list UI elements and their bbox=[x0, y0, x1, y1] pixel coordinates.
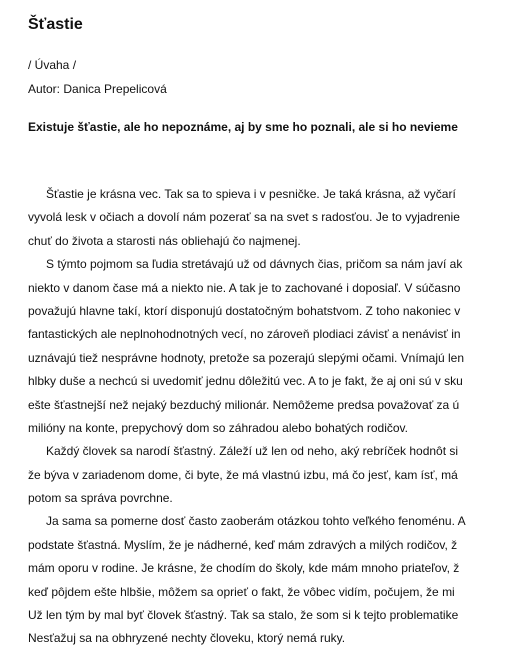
article-author: Autor: Danica Prepelicová bbox=[28, 82, 167, 96]
article-lead: Existuje šťastie, ale ho nepoznáme, aj by sme ho poznali, ale si ho nevieme bbox=[28, 120, 458, 134]
body-line: Ja sama sa pomerne dosť často zaoberám otázkou tohto veľkého fenoménu. A bbox=[46, 514, 466, 529]
body-line: Nesťažuj sa na obhryzené nechty človeku, ktorý nemá ruky. bbox=[28, 631, 346, 646]
body-line: že býva v zariadenom dome, či byte, že má vlastnú izbu, má čo jesť, kam ísť, má bbox=[28, 467, 458, 482]
body-line: milióny na konte, prepychový dom so záhradou alebo bohatých rodičov. bbox=[28, 420, 408, 435]
body-line: považujú hlavne takí, ktorí disponujú dostatočným bohatstvom. Z toho nakoniec v bbox=[28, 303, 461, 318]
article-category: / Úvaha / bbox=[28, 58, 77, 72]
body-line: podstate šťastná. Myslím, že je nádherné, keď mám zdravých a milých rodičov, ž bbox=[28, 537, 458, 552]
body-line: keď pôjdem ešte hlbšie, môžem sa oprieť o fakt, že vôbec vidím, počujem, že mi bbox=[28, 584, 455, 599]
article-body bbox=[28, 183, 505, 649]
body-line: mám oporu v rodine. Je krásne, že chodím do školy, kde mám mnoho priateľov, ž bbox=[28, 561, 460, 576]
body-line: Každý človek sa narodí šťastný. Záleží už len od neho, aký rebríček hodnôt si bbox=[46, 444, 459, 459]
body-line: potom sa správa povrchne. bbox=[28, 491, 173, 506]
body-line: ešte šťastnejší než nejaký bezduchý milionár. Nemôžeme predsa považovať za ú bbox=[28, 397, 460, 412]
body-line: chuť do života a starosti nás obliehajú čo najmenej. bbox=[28, 233, 301, 248]
body-line: Už len tým by mal byť človek šťastný. Tak sa stalo, že som si k tejto problematike bbox=[28, 608, 459, 623]
body-line: Šťastie je krásna vec. Tak sa to spieva i v pesničke. Je taká krásna, až vyčarí bbox=[46, 187, 456, 201]
body-line: niekto v danom čase má a niekto nie. A tak je to zachované i doposiaľ. V súčasno bbox=[28, 280, 461, 295]
body-line: fantastických ale neplnohodnotných vecí, no zároveň plodiaci závisť a nenávisť in bbox=[28, 327, 461, 342]
body-line: vyvolá lesk v očiach a dovolí nám pozerať sa na svet s radosťou. Je to vyjadrenie bbox=[28, 210, 460, 225]
article-title: Šťastie bbox=[28, 16, 83, 33]
body-line: hlbky duše a nechcú si uvedomiť jednu dôležitú vec. A to je fakt, že aj oni sú v sku bbox=[28, 374, 463, 389]
body-line: S týmto pojmom sa ľudia stretávajú už od dávnych čias, pričom sa nám javí ak bbox=[46, 257, 463, 272]
body-line: uznávajú tiež nesprávne hodnoty, pretože sa pozerajú slepými očami. Vnímajú len bbox=[28, 350, 465, 365]
